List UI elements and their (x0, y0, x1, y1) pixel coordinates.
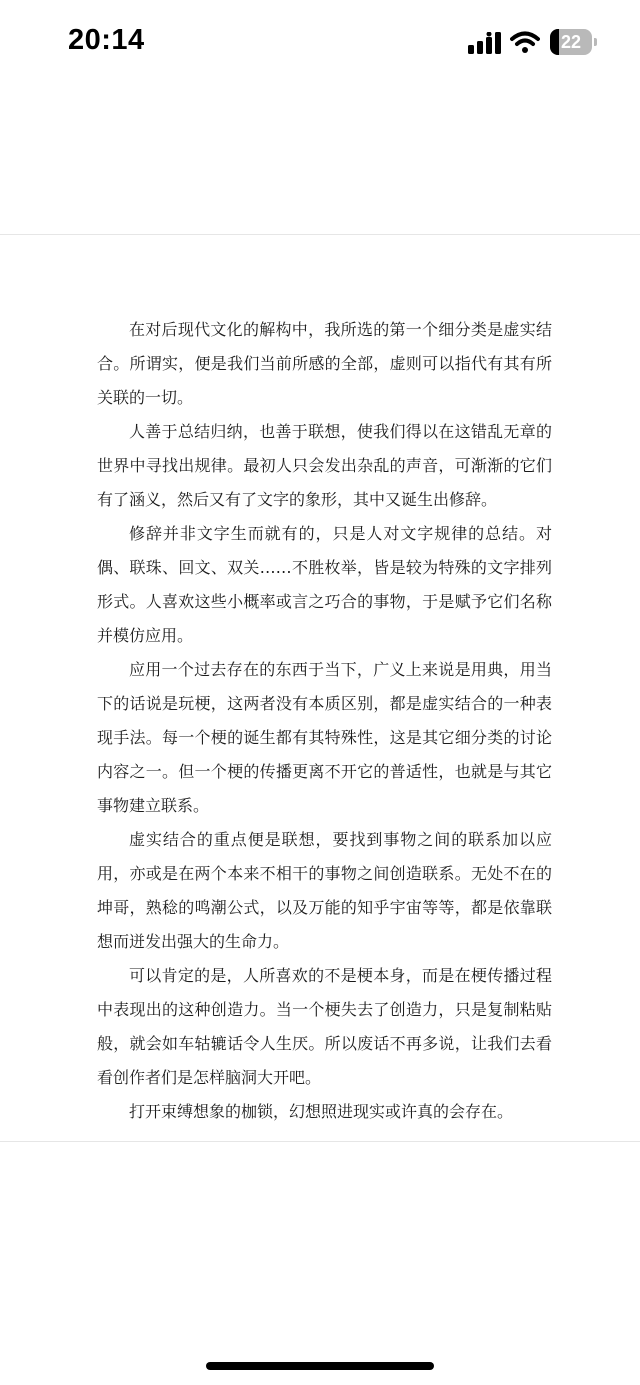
status-time: 20:14 (68, 24, 145, 56)
article-paragraph: 应用一个过去存在的东西于当下，广义上来说是用典，用当下的话说是玩梗，这两者没有本质区别，都是虚实结合的一种表现手法。每一个梗的诞生都有其特殊性，这是其它细分类的讨论内容之一。但一个梗的传播更离不开它的普适性，也就是与其它事物建立联系。 (97, 660, 552, 815)
battery-cap (594, 38, 597, 46)
article-paragraph: 可以肯定的是，人所喜欢的不是梗本身，而是在梗传播过程中表现出的这种创造力。当一个梗失去了创造力，只是复制粘贴般，就会如车轱辘话令人生厌。所以废话不再多说，让我们去看看创作者们是怎样脑洞大开吧。 (97, 966, 552, 1087)
wifi-icon (510, 31, 540, 53)
top-divider (0, 234, 640, 235)
article-paragraph: 人善于总结归纳，也善于联想，使我们得以在这错乱无章的世界中寻找出规律。最初人只会发出杂乱的声音，可渐渐的它们有了涵义，然后又有了文字的象形，其中又诞生出修辞。 (97, 422, 552, 509)
cellular-signal-icon (468, 32, 502, 54)
status-bar (0, 0, 640, 90)
battery-level: 22 (560, 32, 582, 52)
home-indicator[interactable] (206, 1362, 434, 1370)
article-paragraph: 在对后现代文化的解构中，我所选的第一个细分类是虚实结合。所谓实，便是我们当前所感的全部，虚则可以指代有其有所关联的一切。 (97, 320, 552, 407)
battery-icon (550, 29, 598, 55)
article-body (97, 313, 552, 1129)
bottom-divider (0, 1141, 640, 1142)
article-paragraph: 修辞并非文字生而就有的，只是人对文字规律的总结。对偶、联珠、回文、双关……不胜枚举，皆是较为特殊的文字排列形式。人喜欢这些小概率或言之巧合的事物，于是赋予它们名称并模仿应用。 (97, 524, 552, 645)
article-paragraph: 打开束缚想象的枷锁，幻想照进现实或许真的会存在。 (129, 1102, 514, 1121)
article-paragraph: 虚实结合的重点便是联想，要找到事物之间的联系加以应用，亦或是在两个本来不相干的事物之间创造联系。无处不在的坤哥，熟稔的鸣潮公式，以及万能的知乎宇宙等等，都是依靠联想而迸发出强大的生命力。 (97, 830, 552, 951)
